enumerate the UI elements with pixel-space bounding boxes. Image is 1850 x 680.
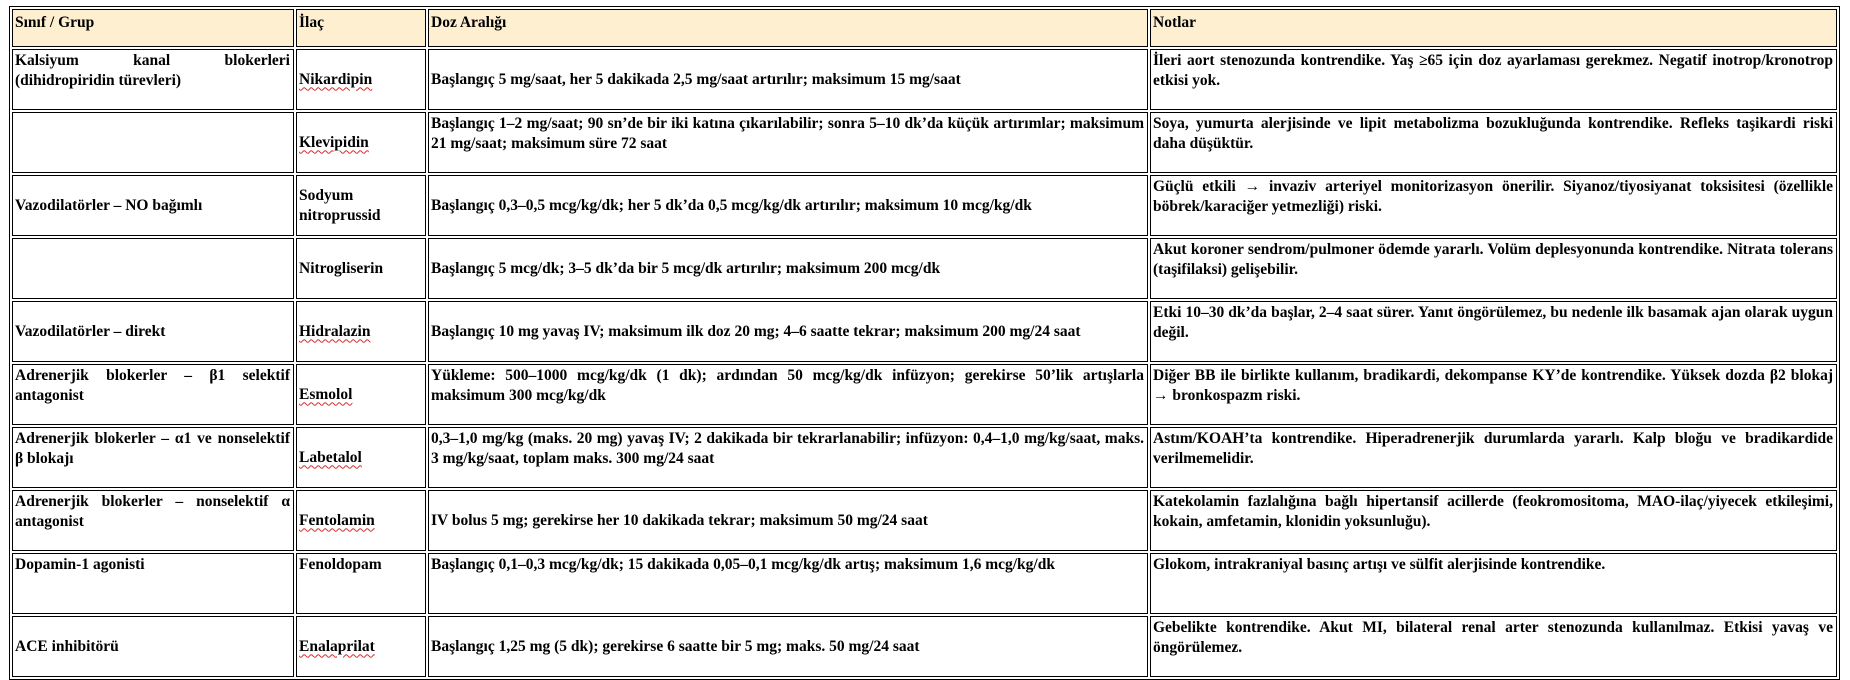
table-row (12, 112, 1837, 173)
group-cell: Kalsiyum kanal blokerleri (dihidropiridin türevleri) (12, 49, 294, 110)
dose-cell: 0,3–1,0 mg/kg (maks. 20 mg) yavaş IV; 2 dakikada bir tekrarlanabilir; infüzyon: 0,4–1,0 mg/kg/saat, maks. 3 mg/kg/saat, toplam maks. 300 mg/24 saat (428, 427, 1148, 488)
drug-cell (296, 490, 426, 551)
drug-table-container (9, 6, 1838, 680)
drug-name: Nikardipin (299, 70, 373, 88)
drug-cell (296, 112, 426, 173)
header-group: Sınıf / Grup (12, 9, 294, 47)
drug-name: Klevipidin (299, 133, 369, 151)
drug-name: Labetalol (299, 448, 362, 466)
dose-cell: Başlangıç 5 mcg/dk; 3–5 dk’da bir 5 mcg/dk artırılır; maksimum 200 mcg/dk (428, 238, 1148, 299)
dose-cell: Yükleme: 500–1000 mcg/kg/dk (1 dk); ardından 50 mcg/kg/dk infüzyon; gerekirse 50’lik artışlarla maksimum 300 mcg/kg/dk (428, 364, 1148, 425)
notes-cell: Soya, yumurta alerjisinde ve lipit metabolizma bozukluğunda kontrendike. Refleks taşikardi riski daha düşüktür. (1150, 112, 1837, 173)
group-cell (12, 238, 294, 299)
group-cell: ACE inhibitörü (12, 616, 294, 677)
dose-cell: Başlangıç 0,3–0,5 mcg/kg/dk; her 5 dk’da 0,5 mcg/kg/dk artırılır; maksimum 10 mcg/kg/dk (428, 175, 1148, 236)
table-row (12, 175, 1837, 236)
notes-cell: Akut koroner sendrom/pulmoner ödemde yararlı. Volüm deplesyonunda kontrendike. Nitrata tolerans (taşifilaksi) gelişebilir. (1150, 238, 1837, 299)
notes-cell: İleri aort stenozunda kontrendike. Yaş ≥65 için doz ayarlaması gerekmez. Negatif inotrop/kronotrop etkisi yok. (1150, 49, 1837, 110)
table-row (12, 427, 1837, 488)
table-row (12, 49, 1837, 110)
group-cell: Adrenerjik blokerler – α1 ve nonselektif β blokajı (12, 427, 294, 488)
drug-cell (296, 616, 426, 677)
table-row (12, 301, 1837, 362)
drug-cell (296, 49, 426, 110)
notes-cell: Astım/KOAH’ta kontrendike. Hiperadrenerjik durumlarda yararlı. Kalp bloğu ve bradikardide verilmemelidir. (1150, 427, 1837, 488)
dose-cell: IV bolus 5 mg; gerekirse her 10 dakikada tekrar; maksimum 50 mg/24 saat (428, 490, 1148, 551)
dose-cell: Başlangıç 1–2 mg/saat; 90 sn’de bir iki katına çıkarılabilir; sonra 5–10 dk’da küçük artırımlar; maksimum 21 mg/saat; maksimum süre 72 saat (428, 112, 1148, 173)
drug-name: Esmolol (299, 385, 353, 403)
group-cell: Adrenerjik blokerler – β1 selektif antagonist (12, 364, 294, 425)
table-row (12, 364, 1837, 425)
table-row (12, 490, 1837, 551)
drug-cell: Nitrogliserin (296, 238, 426, 299)
drug-name: Hidralazin (299, 322, 371, 340)
drug-name: Enalaprilat (299, 637, 375, 655)
group-cell: Adrenerjik blokerler – nonselektif α antagonist (12, 490, 294, 551)
dose-cell: Başlangıç 5 mg/saat, her 5 dakikada 2,5 mg/saat artırılır; maksimum 15 mg/saat (428, 49, 1148, 110)
drug-cell: Sodyum nitroprussid (296, 175, 426, 236)
notes-cell: Etki 10–30 dk’da başlar, 2–4 saat sürer. Yanıt öngörülemez, bu nedenle ilk basamak ajan olarak uygun değil. (1150, 301, 1837, 362)
table-header-row (12, 9, 1837, 47)
antihypertensive-drug-table (9, 6, 1840, 680)
dose-cell: Başlangıç 1,25 mg (5 dk); gerekirse 6 saatte bir 5 mg; maks. 50 mg/24 saat (428, 616, 1148, 677)
notes-cell: Gebelikte kontrendike. Akut MI, bilateral renal arter stenozunda kullanılmaz. Etkisi yavaş ve öngörülemez. (1150, 616, 1837, 677)
group-cell: Vazodilatörler – NO bağımlı (12, 175, 294, 236)
table-row (12, 553, 1837, 614)
table-row (12, 616, 1837, 677)
notes-cell: Diğer BB ile birlikte kullanım, bradikardi, dekompanse KY’de kontrendike. Yüksek dozda β2 blokaj → bronkospazm riski. (1150, 364, 1837, 425)
drug-cell (296, 427, 426, 488)
drug-cell: Fenoldopam (296, 553, 426, 614)
group-cell: Vazodilatörler – direkt (12, 301, 294, 362)
notes-cell: Katekolamin fazlalığına bağlı hipertansif acillerde (feokromositoma, MAO-ilaç/yiyecek etkileşimi, kokain, amfetamin, klonidin yoksunluğu). (1150, 490, 1837, 551)
notes-cell: Güçlü etkili → invaziv arteriyel monitorizasyon önerilir. Siyanoz/tiyosiyanat toksisitesi (özellikle böbrek/karaciğer yetmezliği) riski. (1150, 175, 1837, 236)
notes-cell: Glokom, intrakraniyal basınç artışı ve sülfit alerjisinde kontrendike. (1150, 553, 1837, 614)
drug-cell (296, 301, 426, 362)
drug-cell (296, 364, 426, 425)
header-drug: İlaç (296, 9, 426, 47)
dose-cell: Başlangıç 10 mg yavaş IV; maksimum ilk doz 20 mg; 4–6 saatte tekrar; maksimum 200 mg/24 saat (428, 301, 1148, 362)
group-cell: Dopamin-1 agonisti (12, 553, 294, 614)
table-row (12, 238, 1837, 299)
dose-cell: Başlangıç 0,1–0,3 mcg/kg/dk; 15 dakikada 0,05–0,1 mcg/kg/dk artış; maksimum 1,6 mcg/kg/dk (428, 553, 1148, 614)
drug-name: Fentolamin (299, 511, 375, 529)
header-notes: Notlar (1150, 9, 1837, 47)
header-dose: Doz Aralığı (428, 9, 1148, 47)
group-cell (12, 112, 294, 173)
